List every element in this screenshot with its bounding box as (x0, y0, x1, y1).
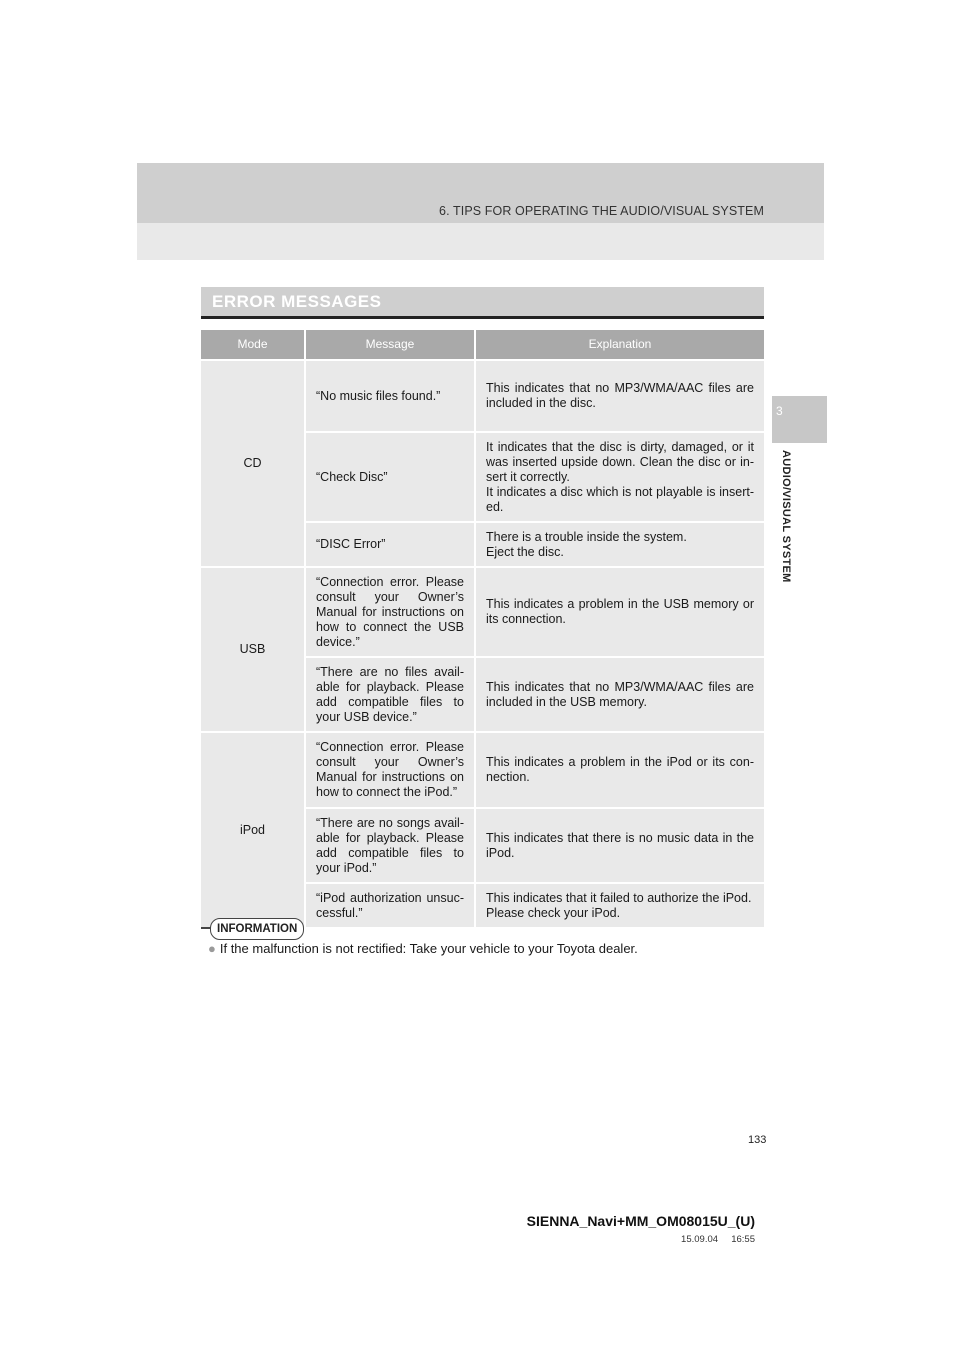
explanation-cell: This indicates that no MP3/WMA/AAC files are included in the disc. (475, 360, 764, 432)
mode-cell-cd: CD (201, 360, 305, 567)
bullet-icon: ● (208, 941, 216, 956)
explanation-cell: There is a trouble inside the system. Eject the disc. (475, 522, 764, 567)
message-cell: “Connection error. Please consult your Owner’s Manual for instructions on how to connect the iPod.” (305, 732, 475, 808)
column-header-message: Message (305, 330, 475, 360)
mode-cell-usb: USB (201, 567, 305, 732)
explanation-cell: It indicates that the disc is dirty, damaged, or it was inserted upside down. Clean the disc or in-sert it correctly. It indicates a disc which is not playable is insert-ed. (475, 432, 764, 522)
table-header-row (201, 330, 764, 360)
mode-cell-ipod: iPod (201, 732, 305, 927)
table-row (201, 567, 764, 657)
chapter-number: 3 (776, 404, 783, 418)
chapter-title: 6. TIPS FOR OPERATING THE AUDIO/VISUAL SYSTEM (439, 204, 764, 218)
explanation-cell: This indicates a problem in the iPod or its con-nection. (475, 732, 764, 808)
column-header-explanation: Explanation (475, 330, 764, 360)
document-id: SIENNA_Navi+MM_OM08015U_(U) (526, 1213, 755, 1229)
message-cell: “iPod authorization unsuc-cessful.” (305, 883, 475, 927)
message-cell: “Check Disc” (305, 432, 475, 522)
error-messages-table (201, 330, 764, 927)
chapter-side-label (780, 450, 794, 610)
message-cell: “There are no songs avail-able for playback. Please add compatible files to your iPod.” (305, 808, 475, 883)
table-row (201, 360, 764, 432)
document-date: 15.09.04 16:55 (681, 1234, 755, 1245)
explanation-cell: This indicates that no MP3/WMA/AAC files are included in the USB memory. (475, 657, 764, 732)
information-item (208, 941, 638, 956)
information-text: If the malfunction is not rectified: Take your vehicle to your Toyota dealer. (219, 941, 638, 956)
explanation-cell: This indicates a problem in the USB memory or its connection. (475, 567, 764, 657)
table-row (201, 732, 764, 808)
information-badge: INFORMATION (210, 918, 304, 940)
column-header-mode: Mode (201, 330, 305, 360)
explanation-cell: This indicates that it failed to authorize the iPod. Please check your iPod. (475, 883, 764, 927)
message-cell: “No music files found.” (305, 360, 475, 432)
message-cell: “DISC Error” (305, 522, 475, 567)
section-heading (201, 287, 764, 319)
chapter-header-band (137, 163, 824, 260)
explanation-cell: This indicates that there is no music data in the iPod. (475, 808, 764, 883)
message-cell: “Connection error. Please consult your Owner’s Manual for instructions on how to connect the USB device.” (305, 567, 475, 657)
section-heading-text: ERROR MESSAGES (212, 292, 382, 311)
page-number: 133 (748, 1134, 767, 1146)
chapter-side-label-text: AUDIO/VISUAL SYSTEM (780, 450, 792, 583)
message-cell: “There are no files avail-able for playback. Please add compatible files to your USB device.” (305, 657, 475, 732)
